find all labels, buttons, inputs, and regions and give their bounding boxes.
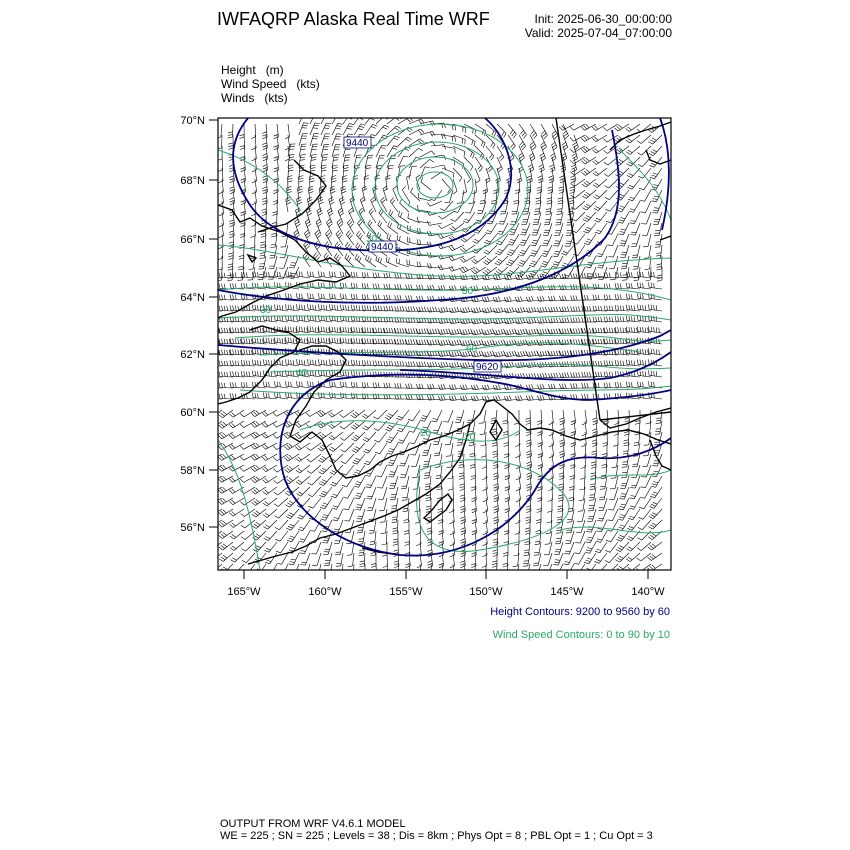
wind-barb-feather [213,361,214,366]
wind-barb-feather [208,361,209,366]
field-height: Height (m) [221,63,284,77]
wind-barb-feather [208,426,212,429]
wind-barb-feather [208,383,209,388]
wind-barb-feather [208,372,209,377]
wind-barb-feather [213,394,214,399]
wind-barb-feather [213,372,214,377]
wind-barb-feather [210,361,211,366]
wind-barb-feather [207,457,211,461]
wind-barb-feather [216,328,217,333]
wind-barb-feather [216,306,217,311]
wind-barb-feather [216,372,217,377]
wind-barb-feather [208,306,209,311]
wind-barb-feather [208,339,209,344]
wind-barb-feather [208,284,209,289]
wind-barb-feather [213,273,214,278]
wind-barb-feather [213,306,214,311]
wind-barb-feather [213,317,214,322]
wind-barb-feather [208,295,209,300]
wind-barb-feather [210,306,211,311]
wind-barb-feather [304,112,309,113]
wind-barb-feather [210,394,211,399]
wind-barb-feather [216,339,217,344]
wind-barb-feather [327,113,332,114]
wind-barb-feather [316,112,321,113]
wind-barb-feather [350,113,355,115]
wind-barb-feather [210,284,211,289]
wind-barb-feather [207,479,211,483]
wind-barb-feather [210,273,211,278]
field-wind-speed: Wind Speed (kts) [221,77,320,91]
wind-barb-feather [210,317,211,322]
wind-barb-feather [326,115,331,116]
wind-barb-feather [303,115,308,116]
wind-barb-feather [385,115,389,118]
wind-barb-feather [208,350,209,355]
wind-barb-feather [360,116,365,118]
wind-barb-feather [213,284,214,289]
wind-barb-feather [216,317,217,322]
wind-barb-feather [208,328,209,333]
wind-barb-feather [208,273,209,278]
wind-barb-feather [374,114,379,116]
wind-barb-feather [315,115,320,116]
field-winds: Winds (kts) [221,91,288,105]
wind-barb-feather [210,328,211,333]
wind-barb-feather [339,113,344,114]
wind-barb-feather [208,416,212,419]
wind-barb-feather [210,339,211,344]
wind-barb-feather [210,383,211,388]
init-time: Init: 2025-06-30_00:00:00 [534,12,672,26]
wind-barb-feather [210,372,211,377]
map-title: IWFAQRP Alaska Real Time WRF [217,9,490,29]
wind-barb-feather [207,447,211,450]
wind-barb-feather [213,328,214,333]
wind-barb-feather [213,339,214,344]
wind-barb-feather [362,114,367,116]
wind-barb-feather [216,361,217,366]
valid-time: Valid: 2025-07-04_07:00:00 [524,26,672,40]
wind-barb-feather [208,436,212,439]
wind-barb-feather [213,383,214,388]
wind-barb-feather [208,394,209,399]
wind-barb-feather [337,115,342,116]
wind-barb-feather [349,115,354,117]
wind-barb-feather [208,317,209,322]
